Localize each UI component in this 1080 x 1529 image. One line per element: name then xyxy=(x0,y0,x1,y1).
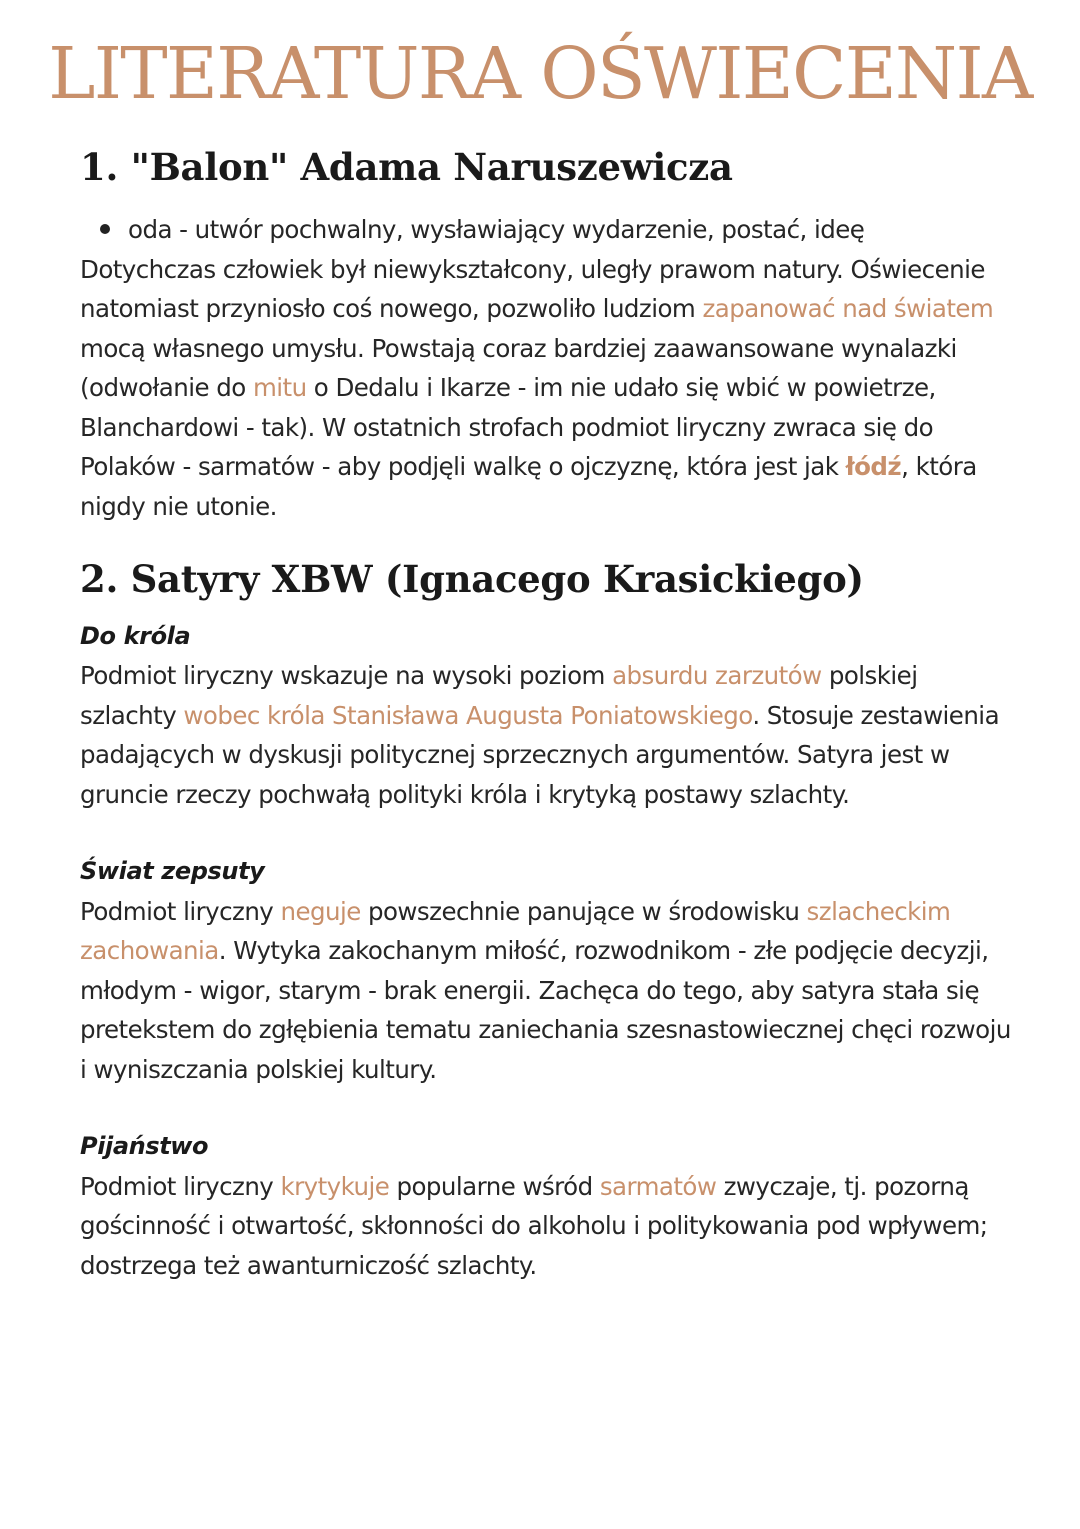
balon-paragraph xyxy=(80,250,1020,527)
highlight-text: neguje xyxy=(280,896,361,926)
pijanstwo-paragraph xyxy=(80,1167,1020,1286)
text-segment: . Wytyka zakochanym miłość, rozwodnikom - złe podjęcie decyzji, młodym - wigor, starym - brak energii. Zachęca do tego, aby satyra stała się pretekstem do zgłębienia tematu zaniechania szesnastowiecznej chęci rozwoju i wyniszczania polskiej kultury. xyxy=(80,936,1011,1084)
text-segment: powszechnie panujące w środowisku xyxy=(360,896,807,926)
text-segment: Dotychczas człowiek był niewykształcony, uległy prawom natury. Oświecenie natomiast przyniosło coś nowego, pozwoliło ludziom xyxy=(80,254,985,324)
text-segment: polskiej szlachty xyxy=(80,661,918,730)
text-segment: , która nigdy nie utonie. xyxy=(80,452,977,521)
highlight-text-bold: łódź xyxy=(845,452,902,482)
do-krola-paragraph xyxy=(80,656,1020,814)
text-segment: zwyczaje, tj. pozorną gościnność i otwartość, skłonności do alkoholu i politykowania pod wpływem; dostrzega też awanturniczość szlachty. xyxy=(80,1171,988,1280)
content xyxy=(80,140,1020,1285)
section-heading-balon: 1. "Balon" Adama Naruszewicza xyxy=(80,145,733,189)
highlight-text: sarmatów xyxy=(599,1171,717,1201)
subheading-pijanstwo: Pijaństwo xyxy=(80,1132,209,1160)
subheading-swiat-zepsuty: Świat zepsuty xyxy=(80,857,265,885)
highlight-text: mitu xyxy=(252,373,307,403)
text-segment: o Dedalu i Ikarze - im nie udało się wbić w powietrze, Blanchardowi - tak). W ostatnich strofach podmiot liryczny zwraca się do Polaków - sarmatów - aby podjęli walkę o ojczyznę, która jest jak xyxy=(80,373,936,482)
bullet-text: oda - utwór pochwalny, wysławiający wydarzenie, postać, ideę xyxy=(128,215,865,245)
text-segment: mocą własnego umysłu. Powstają coraz bardziej zaawansowane wynalazki (odwołanie do xyxy=(80,333,957,403)
swiat-zepsuty-paragraph xyxy=(80,892,1020,1090)
definition-bullet xyxy=(80,210,1020,250)
text-segment: Podmiot liryczny xyxy=(80,1171,281,1201)
subheading-do-krola: Do króla xyxy=(80,621,191,650)
page-title: LITERATURA OŚWIECENIA xyxy=(48,32,1032,115)
text-segment: . Stosuje zestawienia padających w dyskusji politycznej sprzecznych argumentów. Satyra jest w gruncie rzeczy pochwałą polityki króla i krytyką postawy szlachty. xyxy=(80,700,1000,809)
highlight-text: zapanować nad światem xyxy=(702,294,994,324)
highlight-text: krytykuje xyxy=(280,1171,390,1201)
highlight-text: wobec króla Stanisława Augusta Poniatowskiego xyxy=(183,700,753,730)
text-segment: Podmiot liryczny xyxy=(80,896,281,926)
text-segment: popularne wśród xyxy=(389,1171,600,1201)
highlight-text: absurdu zarzutów xyxy=(612,661,822,690)
bullet-icon xyxy=(100,224,110,234)
highlight-text: szlacheckim zachowania xyxy=(80,896,951,965)
section-heading-satyry: 2. Satyry XBW (Ignacego Krasickiego) xyxy=(80,557,864,602)
text-segment: Podmiot liryczny wskazuje na wysoki poziom xyxy=(80,661,613,690)
